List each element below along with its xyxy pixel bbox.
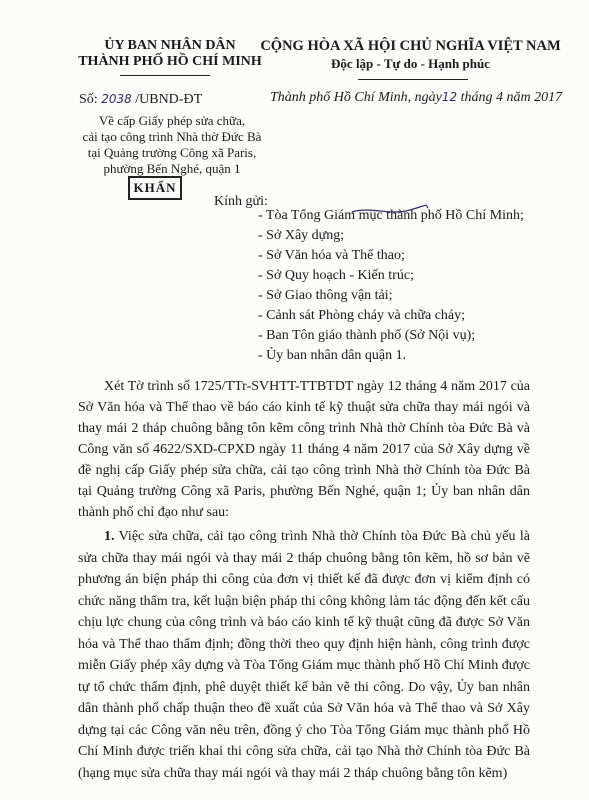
- date-after: tháng 4 năm 2017: [460, 90, 563, 105]
- doc-number-prefix: Số:: [79, 92, 98, 107]
- urgency-stamp: KHẨN: [128, 176, 182, 200]
- recipient-list: [258, 206, 524, 366]
- subject-line-1: Về cấp Giấy phép sửa chữa,: [98, 113, 246, 128]
- recipient-item: - Sở Văn hóa và Thể thao;: [258, 248, 405, 263]
- country-name: CỘNG HÒA XÃ HỘI CHỦ NGHĨA VIỆT NAM: [260, 38, 561, 54]
- recipient-item: - Sở Giao thông vận tải;: [258, 288, 393, 303]
- paragraph-1-number: 1.: [104, 529, 115, 544]
- paragraph-1: [78, 526, 530, 784]
- recipient-item: - Sở Xây dựng;: [258, 228, 345, 243]
- recipient-item: - Cảnh sát Phòng cháy và chữa cháy;: [258, 308, 466, 323]
- date-line: [270, 90, 562, 106]
- subject-line-2: cải tạo công trình Nhà thờ Đức Bà: [82, 129, 262, 144]
- national-motto: Độc lập - Tự do - Hạnh phúc: [331, 56, 490, 71]
- recipient-item: - Sở Quy hoạch - Kiến trúc;: [258, 268, 414, 283]
- motto-underline: [358, 79, 468, 80]
- handwritten-checkmark: [350, 200, 430, 220]
- doc-number-suffix: /UBND-ĐT: [135, 92, 203, 107]
- document-number: [79, 92, 202, 108]
- intro-paragraph: Xét Tờ trình số 1725/TTr-SVHTT-TTBTDT ngày 12 tháng 4 năm 2017 của Sở Văn hóa và Thể thao về báo cáo kinh tế kỹ thuật sửa chữa thay mái ngói và thay mái 2 tháp chuông bằng tôn kẽm công trình Nhà thờ Chính tòa Đức Bà và Công văn số 4622/SXD-CPXD ngày 11 tháng 4 năm 2017 của Sở Xây dựng về đề nghị cấp Giấy phép sửa chữa, cải tạo công trình Nhà thờ Chính tòa Đức Bà tại Quảng trường Công xã Paris, phường Bến Nghé, quận 1; Ủy ban nhân dân thành phố chỉ đạo như sau:: [78, 379, 530, 520]
- agency-underline: [120, 75, 210, 76]
- doc-number-handwritten: 2038: [101, 92, 132, 106]
- paragraph-1-text: Việc sửa chữa, cải tạo công trình Nhà thờ Chính tòa Đức Bà chủ yếu là sửa chữa thay mái ngói và thay mái 2 tháp chuông bằng tôn kẽm, hồ sơ bản vẽ phương án biện pháp thi công của đơn vị thiết kế đã được đơn vị kiểm định có chức năng thẩm tra, kết luận biện pháp thi công không làm tác động đến kết cấu chịu lực chung của công trình và báo cáo kinh tế kỹ thuật cũng đã được Sở Văn hóa và Thể thao thẩm định; đồng thời theo quy định hiện hành, công trình được miễn Giấy phép xây dựng và Tòa Tổng Giám mục thành phố Hồ Chí Minh được tự tổ chức thẩm định, phê duyệt thiết kế bản vẽ thi công. Do vậy, Ủy ban nhân dân thành phố chấp thuận theo đề xuất của Sở Văn hóa và Thể thao và Sở Xây dựng tại các Công văn nêu trên, đồng ý cho Tòa Tổng Giám mục thành phố Hồ Chí Minh được triển khai thi công sửa chữa, cải tạo Nhà thờ Chính tòa Đức Bà (hạng mục sửa chữa thay mái ngói và thay mái 2 tháp chuông bằng tôn kẽm): [78, 529, 531, 781]
- document-subject: [66, 113, 278, 177]
- national-header: [258, 38, 563, 72]
- recipient-item: - Ban Tôn giáo thành phố (Sở Nội vụ);: [258, 328, 476, 343]
- agency-line-1: ỦY BAN NHÂN DÂN: [104, 38, 236, 53]
- subject-line-4: phường Bến Nghé, quận 1: [103, 161, 241, 176]
- greeting: Kính gửi:: [214, 194, 268, 209]
- date-day-handwritten: 12: [441, 90, 458, 104]
- recipient-item: - Ủy ban nhân dân quận 1.: [258, 348, 407, 363]
- recipient-item: - Tòa Tổng Giám mục thành phố Hồ Chí Minh;: [258, 208, 524, 223]
- subject-line-3: tại Quảng trường Công xã Paris,: [87, 145, 257, 160]
- issuing-agency: [60, 38, 280, 70]
- date-before: Thành phố Hồ Chí Minh, ngày: [270, 90, 442, 105]
- agency-line-2: THÀNH PHỐ HỒ CHÍ MINH: [78, 54, 262, 69]
